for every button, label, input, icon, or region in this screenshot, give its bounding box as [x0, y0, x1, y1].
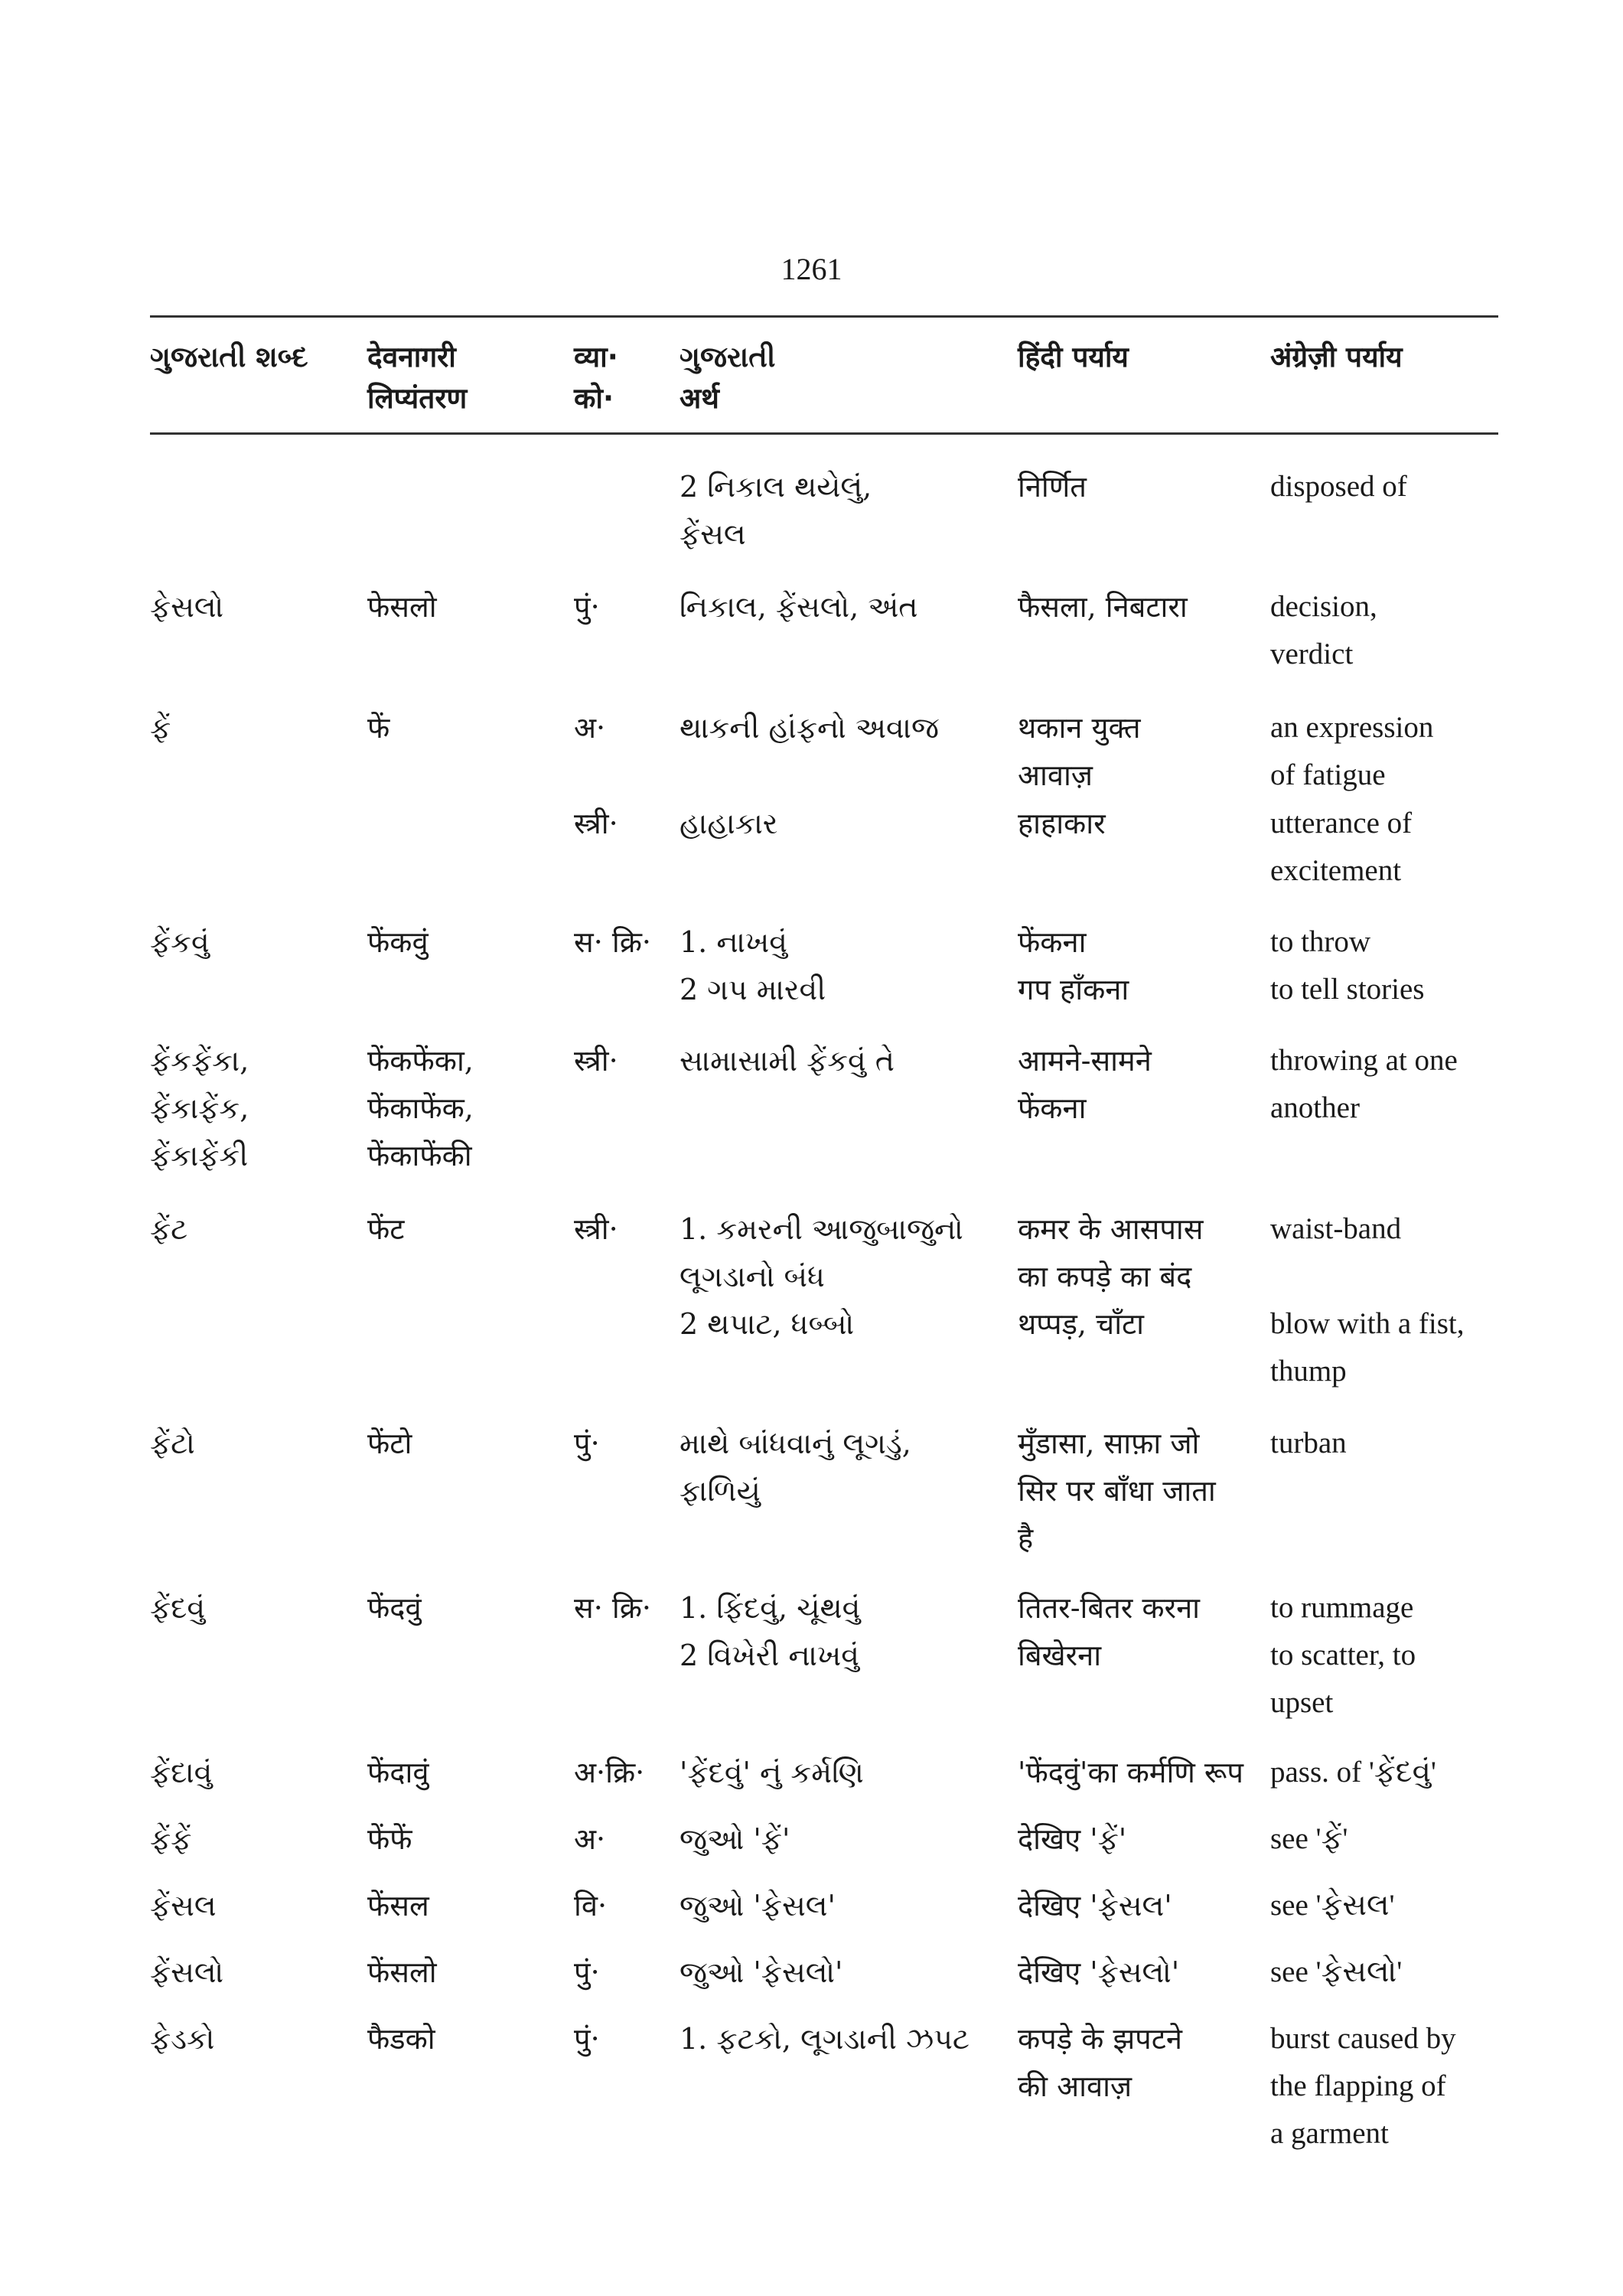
entry-english: to rummage to scatter, to upset	[1270, 1591, 1416, 1719]
entry-english: burst caused by the flapping of a garment	[1270, 2022, 1456, 2150]
entry-gujarati-word: ફેંદાવું	[150, 1756, 213, 1789]
entry-hindi: निर्णित	[1018, 470, 1087, 504]
entry-gujarati-meaning: જુઓ 'ફેં'	[680, 1822, 790, 1856]
entry-grammar: स· क्रि·	[574, 925, 651, 959]
entry-gujarati-meaning: 'ફેંદવું' નું કર્મણિ	[680, 1756, 864, 1789]
entry-grammar: पुं·	[574, 2022, 600, 2056]
entry-devanagari: फें	[367, 711, 390, 745]
entry-gujarati-meaning: થાકની હાંફનો અવાજ	[680, 711, 939, 745]
entry-hindi: कमर के आसपास का कपड़े का बंद थप्पड़, चाँटा	[1018, 1212, 1204, 1341]
entry-gujarati-word: ફેંટો	[150, 1427, 195, 1460]
entry-gujarati-word: ફેડકો	[150, 2022, 215, 2056]
entry-devanagari: फेंकफेंका, फेंकाफेंक, फेंकाफेंकी	[367, 1044, 474, 1172]
entry-english: utterance of excitement	[1270, 807, 1413, 887]
entry-english: turban	[1270, 1427, 1347, 1459]
entry-devanagari: फेंसल	[367, 1889, 429, 1923]
header-devanagari	[367, 337, 467, 419]
header-grammar-line1: व्या·	[574, 341, 618, 373]
entry-english: see 'ફેસલ'	[1270, 1889, 1395, 1922]
entry-gujarati-word: ફેંસલ	[150, 1889, 217, 1923]
entry-hindi: मुँडासा, साफ़ा जो सिर पर बाँधा जाता है	[1018, 1427, 1216, 1555]
header-grammar-line2: को·	[574, 382, 614, 415]
entry-gujarati-meaning: જુઓ 'ફેસલ'	[680, 1889, 836, 1923]
entry-gujarati-meaning: નિકાલ, ફેંસલો, અંત	[680, 590, 918, 624]
entry-grammar: अ·क्रि·	[574, 1756, 645, 1789]
entry-gujarati-meaning: હાહાકાર	[680, 807, 778, 840]
entry-grammar: अ·	[574, 1822, 606, 1856]
entry-gujarati-meaning: 2 નિકાલ થયેલું, ફેંસલ	[680, 470, 872, 551]
entry-hindi: 'फेंदवुं'का कर्मणि रूप	[1018, 1756, 1244, 1789]
entry-gujarati-meaning: સામાસામી ફેંકવું તે	[680, 1044, 895, 1078]
entry-gujarati-meaning: 1. નાખવું 2 ગપ મારવી	[680, 925, 826, 1006]
entry-gujarati-word: ફેંદવું	[150, 1591, 206, 1625]
entry-english: to throw to tell stories	[1270, 925, 1425, 1006]
header-gujarati-meaning-line1: ગુજરાતી	[680, 341, 776, 373]
entry-english: decision, verdict	[1270, 590, 1377, 670]
entry-devanagari: फेंफें	[367, 1822, 412, 1856]
entry-hindi: देखिए 'ફેં'	[1018, 1822, 1127, 1856]
entry-gujarati-word: ફેસલો	[150, 590, 224, 624]
page-number: 1261	[781, 252, 842, 286]
entry-gujarati-meaning: 1. ફટકો, લૂગડાની ઝપટ	[680, 2022, 970, 2056]
entry-gujarati-meaning: જુઓ 'ફેસલો'	[680, 1955, 843, 1989]
entry-hindi: थकान युक्त आवाज़	[1018, 711, 1141, 792]
entry-devanagari: फेसलो	[367, 590, 437, 624]
header-english: अंग्रेज़ी पर्याय	[1270, 341, 1403, 373]
entry-gujarati-meaning: 1. ફિંદવું, ચૂંથવું 2 વિખેરી નાખવું	[680, 1591, 861, 1672]
entry-grammar: वि·	[574, 1889, 608, 1923]
entry-gujarati-word: ફેંફેં	[150, 1822, 192, 1856]
entry-gujarati-meaning: 1. કમરની આજુબાજુનો લૂગડાનો બંધ 2 થપાટ, ધબ્બો	[680, 1212, 963, 1341]
entry-hindi: फैसला, निबटारा	[1018, 590, 1188, 624]
entry-grammar: अ·	[574, 711, 606, 745]
entry-hindi: देखिए 'ફેસલ'	[1018, 1889, 1172, 1923]
header-devanagari-line1: देवनागरी	[367, 341, 456, 373]
entry-grammar: पुं·	[574, 590, 600, 624]
entry-devanagari: फेंदावुं	[367, 1756, 429, 1789]
entry-english: waist-band blow with a fist, thump	[1270, 1212, 1465, 1388]
entry-english: see 'ફેં'	[1270, 1822, 1348, 1855]
entry-hindi: हाहाकार	[1018, 807, 1106, 840]
entry-grammar: पुं·	[574, 1955, 600, 1989]
entry-grammar: स्त्री·	[574, 1212, 618, 1246]
entry-devanagari: फैडको	[367, 2022, 435, 2056]
entry-gujarati-meaning: માથે બાંધવાનું લૂગડું, ફાળિયું	[680, 1427, 911, 1508]
header-gujarati-meaning	[680, 337, 775, 419]
entry-grammar: पुं·	[574, 1427, 600, 1460]
entry-english: disposed of	[1270, 470, 1407, 503]
entry-grammar: स· क्रि·	[574, 1591, 651, 1625]
entry-grammar: स्त्री·	[574, 807, 618, 840]
entry-devanagari: फेंटो	[367, 1427, 412, 1460]
entry-hindi: आमने-सामने फेंकना	[1018, 1044, 1152, 1125]
entry-english: throwing at one another	[1270, 1044, 1458, 1124]
header-gujarati-word: ગુજરાતી શબ્દ	[150, 341, 308, 373]
entry-hindi: तितर-बितर करना बिखेरना	[1018, 1591, 1201, 1672]
entry-gujarati-word: ફેંકફેંકા, ફેંકાફેંક, ફેંકાફેંકી	[150, 1044, 249, 1172]
entry-hindi: फेंकना गप हाँकना	[1018, 925, 1129, 1006]
header-bottom-rule	[150, 432, 1498, 435]
entry-english: see 'ફેસલો'	[1270, 1955, 1403, 1988]
entry-gujarati-word: ફેંટ	[150, 1212, 188, 1246]
entry-english: pass. of 'ફેંદવું'	[1270, 1756, 1436, 1789]
header-devanagari-line2: लिप्यंतरण	[367, 382, 468, 415]
entry-devanagari: फेंट	[367, 1212, 405, 1246]
header-hindi: हिंदी पर्याय	[1018, 341, 1129, 373]
header-gujarati-meaning-line2: अर्थ	[680, 382, 719, 415]
entry-devanagari: फेंदवुं	[367, 1591, 422, 1625]
entry-hindi: कपड़े के झपटने की आवाज़	[1018, 2022, 1182, 2103]
entry-grammar: स्त्री·	[574, 1044, 618, 1078]
entry-english: an expression of fatigue	[1270, 711, 1434, 791]
header-top-rule	[150, 315, 1498, 318]
entry-hindi: देखिए 'ફેસલો'	[1018, 1955, 1180, 1989]
entry-gujarati-word: ફેંકવું	[150, 925, 210, 959]
entry-devanagari: फेंसलो	[367, 1955, 437, 1989]
header-grammar	[574, 337, 618, 419]
entry-devanagari: फेंकवुं	[367, 925, 429, 959]
entry-gujarati-word: ફેંસલો	[150, 1955, 224, 1989]
entry-gujarati-word: ફેં	[150, 711, 171, 745]
